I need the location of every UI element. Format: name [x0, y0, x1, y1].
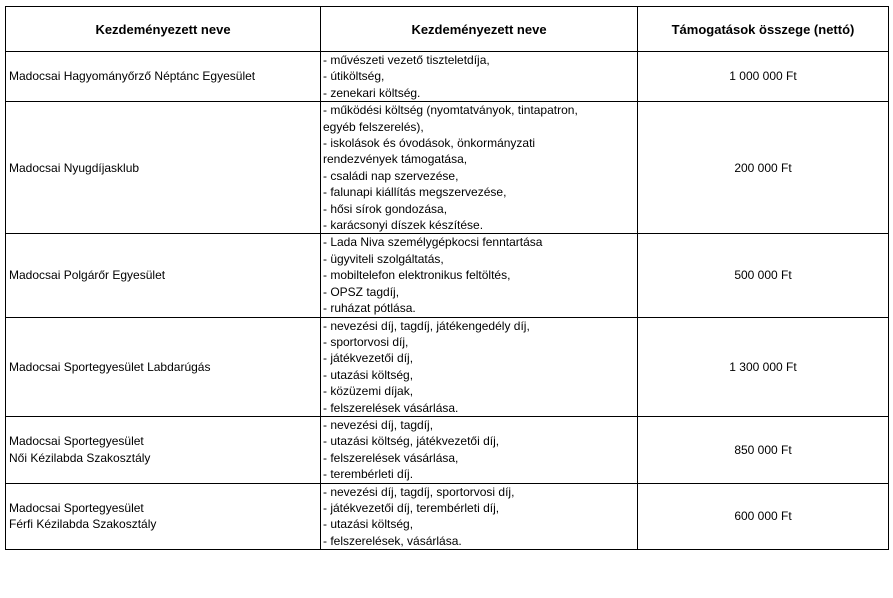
- support-amount: 1 000 000 Ft: [638, 52, 889, 102]
- supported-item: - Lada Niva személygépkocsi fenntartása: [323, 235, 543, 250]
- supported-item: - utazási költség,: [323, 367, 414, 382]
- supported-item: - falunapi kiállítás megszervezése,: [323, 185, 507, 200]
- supported-item: - karácsonyi díszek készítése.: [323, 218, 484, 233]
- table-row: [6, 317, 889, 416]
- header-row: [6, 7, 889, 52]
- supported-item: - játékvezetői díj,: [323, 351, 414, 366]
- supported-item: - családi nap szervezése,: [323, 168, 459, 183]
- supported-items: [321, 317, 638, 416]
- support-amount: 1 300 000 Ft: [638, 317, 889, 416]
- supported-item: rendezvények támogatása,: [323, 152, 468, 167]
- organization-name-line: Madocsai Sportegyesület Labdarúgás: [9, 359, 211, 374]
- table-row: [6, 483, 889, 550]
- supported-item: - útiköltség,: [323, 69, 385, 84]
- supported-item: - művészeti vezető tiszteletdíja,: [323, 53, 490, 67]
- organization-name-line: Női Kézilabda Szakosztály: [9, 450, 151, 465]
- supported-item: - mobiltelefon elektronikus feltöltés,: [323, 268, 511, 283]
- supported-item: - sportorvosi díj,: [323, 334, 409, 349]
- organization-name: [6, 416, 321, 483]
- supported-item: - hősi sírok gondozása,: [323, 201, 448, 216]
- supported-items: [321, 416, 638, 483]
- organization-name-line: Madocsai Sportegyesület: [9, 434, 144, 449]
- supported-item: - játékvezetői díj, terembérleti díj,: [323, 500, 500, 515]
- supported-item: - nevezési díj, tagdíj, sportorvosi díj,: [323, 484, 515, 499]
- support-amount: 500 000 Ft: [638, 234, 889, 317]
- supported-item: - nevezési díj, tagdíj, játékengedély díj,: [323, 318, 530, 333]
- organization-name: [6, 234, 321, 317]
- supported-item: - felszerelések vásárlása.: [323, 400, 459, 415]
- supported-item: - utazási költség, játékvezetői díj,: [323, 434, 500, 449]
- header-support-amount: Támogatások összege (nettó): [638, 7, 889, 52]
- organization-name-line: Madocsai Nyugdíjasklub: [9, 160, 140, 175]
- supported-item: - utazási költség,: [323, 517, 414, 532]
- supported-item: - ügyviteli szolgáltatás,: [323, 251, 444, 266]
- supported-item: - ruházat pótlása.: [323, 301, 416, 316]
- supported-item: - felszerelések, vásárlása.: [323, 533, 462, 548]
- organization-name: [6, 52, 321, 102]
- supported-item: - közüzemi díjak,: [323, 384, 414, 399]
- supported-item: - OPSZ tagdíj,: [323, 284, 400, 299]
- support-amount: 600 000 Ft: [638, 483, 889, 550]
- supported-item: - nevezési díj, tagdíj,: [323, 417, 434, 432]
- organization-name-line: Madocsai Polgárőr Egyesület: [9, 268, 166, 283]
- organization-name: [6, 483, 321, 550]
- organization-name: [6, 317, 321, 416]
- table-row: [6, 52, 889, 102]
- header-initiator-name-2: Kezdeményezett neve: [321, 7, 638, 52]
- supported-item: - iskolások és óvodások, önkormányzati: [323, 136, 536, 151]
- supported-item: - felszerelések vásárlása,: [323, 450, 459, 465]
- table-row: [6, 234, 889, 317]
- support-amount: 200 000 Ft: [638, 102, 889, 234]
- supported-items: [321, 234, 638, 317]
- organization-name: [6, 102, 321, 234]
- support-amount: 850 000 Ft: [638, 416, 889, 483]
- supported-item: egyéb felszerelés),: [323, 119, 424, 134]
- table-row: [6, 102, 889, 234]
- support-table: [5, 6, 889, 550]
- header-initiator-name: Kezdeményezett neve: [6, 7, 321, 52]
- organization-name-line: Madocsai Hagyományőrző Néptánc Egyesület: [9, 69, 256, 84]
- supported-item: - terembérleti díj.: [323, 467, 414, 482]
- supported-item: - zenekari költség.: [323, 85, 421, 100]
- supported-items: [321, 52, 638, 102]
- supported-items: [321, 483, 638, 550]
- organization-name-line: Férfi Kézilabda Szakosztály: [9, 517, 157, 532]
- organization-name-line: Madocsai Sportegyesület: [9, 500, 144, 515]
- supported-items: [321, 102, 638, 234]
- table-row: [6, 416, 889, 483]
- supported-item: - működési költség (nyomtatványok, tintapatron,: [323, 103, 578, 118]
